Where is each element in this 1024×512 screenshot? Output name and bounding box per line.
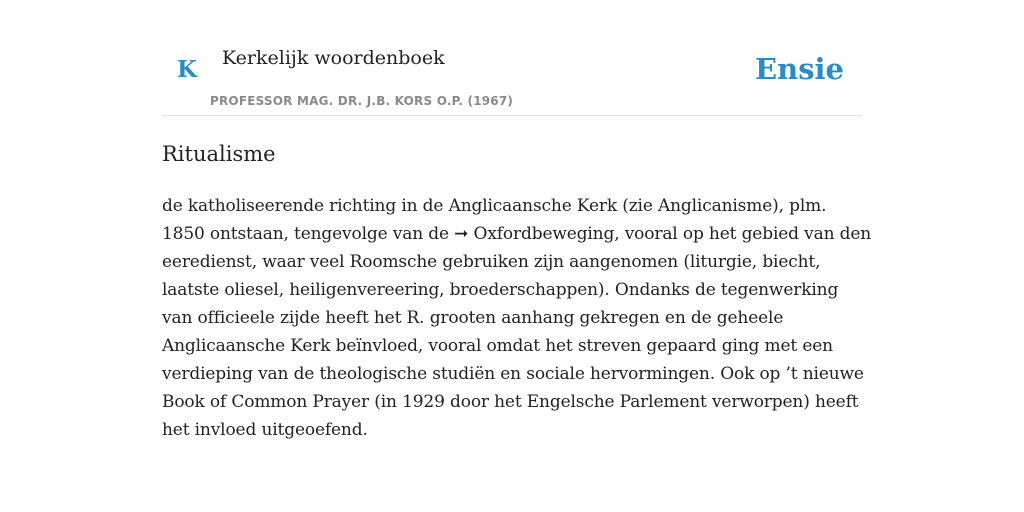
body-line: Book of Common Prayer (in 1929 door het Engelsche Parlement verworpen) heeft (162, 392, 859, 412)
oxfordbeweging-link[interactable]: Oxfordbeweging (473, 224, 615, 244)
header-divider (162, 115, 862, 116)
entry-body (162, 192, 872, 444)
body-line (162, 220, 872, 248)
body-line: de katholiseerende richting in de Anglicaansche Kerk (zie Anglicanisme), plm. (162, 196, 827, 216)
body-line: laatste oliesel, heiligenvereering, broederschappen). Ondanks de tegenwerking (162, 280, 839, 300)
ensie-logo[interactable]: Ensie (755, 52, 844, 86)
book-author: PROFESSOR MAG. DR. J.B. KORS O.P. (1967) (210, 94, 514, 108)
entry-title: Ritualisme (162, 142, 276, 166)
body-text: 1850 ontstaan, tengevolge van de (162, 224, 449, 244)
book-logo[interactable]: K (177, 56, 197, 83)
book-title[interactable]: Kerkelijk woordenboek (222, 47, 445, 69)
body-text: , vooral op het gebied van den (614, 224, 872, 244)
body-line: het invloed uitgeoefend. (162, 420, 368, 440)
page (162, 0, 872, 512)
body-line: verdieping van de theologische studiën en sociale hervormingen. Ook op ’t nieuwe (162, 364, 864, 384)
body-line: van officieele zijde heeft het R. grooten aanhang gekregen en de geheele (162, 308, 784, 328)
arrow-right-icon: ➞ (454, 224, 469, 244)
body-line: Anglicaansche Kerk beïnvloed, vooral omdat het streven gepaard ging met een (162, 336, 833, 356)
body-line: eeredienst, waar veel Roomsche gebruiken zijn aangenomen (liturgie, biecht, (162, 252, 821, 272)
